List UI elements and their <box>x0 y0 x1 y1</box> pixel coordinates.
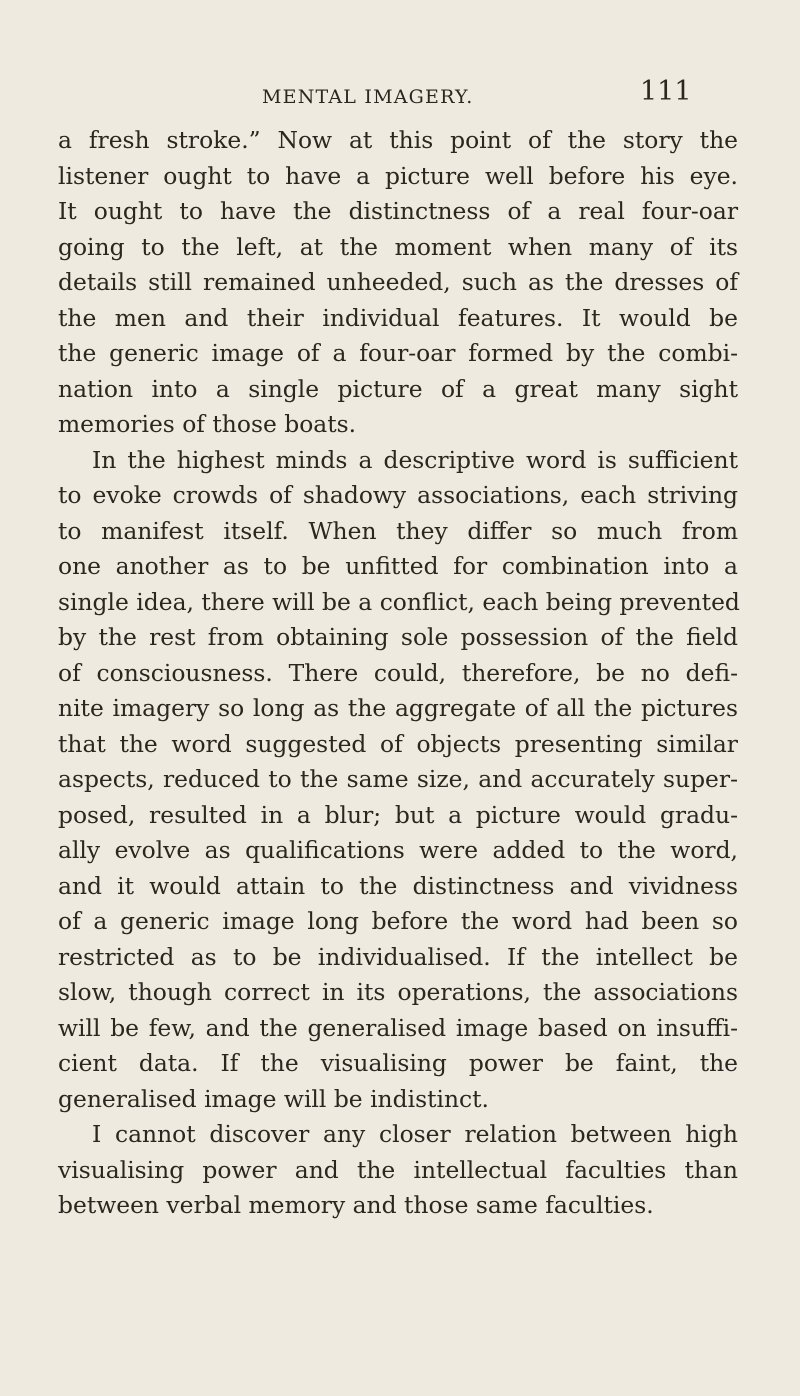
text-line: that the word suggested of objects presenting similar <box>58 729 738 758</box>
text-line: ally evolve as qualifications were added to the word, <box>58 836 738 864</box>
text-line: It ought to have the distinctness of a real four-oar <box>58 197 738 225</box>
running-head: MENTAL IMAGERY. <box>262 86 474 108</box>
text-line: a fresh stroke.” Now at this point of the story the <box>58 126 738 154</box>
text-line: of a generic image long before the word had been so <box>58 907 738 935</box>
text-line: generalised image will be indistinct. <box>58 1084 489 1113</box>
text-line: aspects, reduced to the same size, and accurately super- <box>58 765 738 793</box>
text-line: of consciousness. There could, therefore, be no defi- <box>58 658 738 687</box>
text-line: details still remained unheeded, such as the dresses of <box>58 268 738 296</box>
text-line: and it would attain to the distinctness and vividness <box>58 871 738 900</box>
text-line: cient data. If the visualising power be faint, the <box>58 1049 738 1077</box>
text-line: the generic image of a four-oar formed by the combi- <box>58 339 738 367</box>
text-line: visualising power and the intellectual faculties than <box>58 1155 738 1184</box>
text-line: In the highest minds a descriptive word is sufficient <box>92 445 738 474</box>
text-line: nation into a single picture of a great many sight <box>58 374 738 403</box>
text-line: single idea, there will be a conflict, each being prevented <box>58 587 740 616</box>
text-line: one another as to be unfitted for combination into a <box>58 552 738 580</box>
text-line: nite imagery so long as the aggregate of all the pictures <box>58 694 738 722</box>
text-line: listener ought to have a picture well before his eye. <box>58 161 738 190</box>
text-line: the men and their individual features. It would be <box>58 303 738 332</box>
text-line: slow, though correct in its operations, the associations <box>58 978 738 1006</box>
text-line: to evoke crowds of shadowy associations, each striving <box>58 481 738 509</box>
page-number: 111 <box>640 76 692 107</box>
text-line: by the rest from obtaining sole possession of the field <box>58 623 738 651</box>
text-line: between verbal memory and those same faculties. <box>58 1191 654 1219</box>
text-line: memories of those boats. <box>58 410 357 438</box>
text-line: to manifest itself. When they differ so much from <box>58 516 738 545</box>
page-header <box>0 78 800 118</box>
body-text <box>58 123 738 1224</box>
text-line: I cannot discover any closer relation between high <box>92 1120 738 1148</box>
text-line: going to the left, at the moment when many of its <box>58 232 738 261</box>
text-line: restricted as to be individualised. If the intellect be <box>58 942 738 971</box>
text-line: will be few, and the generalised image based on insuffi- <box>58 1013 738 1042</box>
text-line: posed, resulted in a blur; but a picture would gradu- <box>58 800 738 829</box>
